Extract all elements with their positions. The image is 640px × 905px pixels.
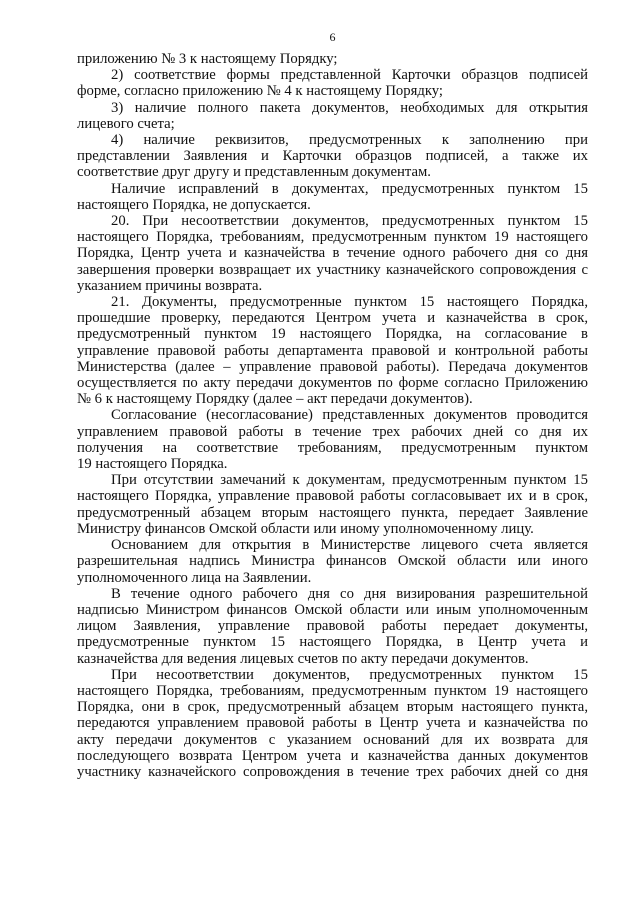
text-line: осуществляется по акту передачи документов по форме согласно Приложению bbox=[77, 375, 588, 392]
text-line: При несоответствии документов, предусмотренных пунктом 15 bbox=[111, 666, 588, 683]
page-number: 6 bbox=[329, 30, 336, 44]
text-line: настоящего Порядка, требованиям, предусмотренным пунктом 19 настоящего bbox=[77, 229, 588, 246]
text-line: прошедшие проверку, передаются Центром учета и казначейства в срок, bbox=[77, 310, 588, 327]
text-line: участнику казначейского сопровождения в течение трех рабочих дней со дня bbox=[77, 763, 588, 780]
text-line: настоящего Порядка, не допускается. bbox=[77, 196, 311, 213]
text-line: 2) соответствие формы представленной Карточки образцов подписей bbox=[111, 67, 588, 84]
text-line: Наличие исправлений в документах, предусмотренных пунктом 15 bbox=[111, 180, 588, 197]
text-line: передаются управлением правовой работы в Центр учета и казначейства по bbox=[77, 715, 588, 732]
text-line: 3) наличие полного пакета документов, необходимых для открытия bbox=[111, 99, 588, 116]
text-line: лицевого счета; bbox=[77, 115, 175, 132]
text-line: Порядка, они в срок, предусмотренный абзацем вторым настоящего пункта, bbox=[77, 699, 588, 716]
text-line: надписью Министром финансов Омской области или иным уполномоченным bbox=[77, 601, 588, 618]
text-line: настоящего Порядка, управление правовой работы согласовывает их и в срок, bbox=[77, 488, 588, 505]
text-line: разрешительная надпись Министра финансов Омской области или иного bbox=[77, 553, 588, 570]
text-line: Министерства (далее – управление правовой работы). Передача документов bbox=[77, 358, 588, 375]
text-line: При отсутствии замечаний к документам, предусмотренным пунктом 15 bbox=[111, 472, 588, 489]
text-line: 21. Документы, предусмотренные пунктом 15 настоящего Порядка, bbox=[111, 294, 588, 311]
text-line: управлением правовой работы в течение трех рабочих дней со дня их bbox=[77, 423, 588, 440]
text-line: соответствие друг другу и представленным документам. bbox=[77, 164, 431, 181]
text-line: 4) наличие реквизитов, предусмотренных к заполнению при bbox=[111, 132, 588, 149]
text-line: настоящего Порядка, требованиям, предусмотренным пунктом 19 настоящего bbox=[77, 682, 588, 699]
text-line: предусмотренные пунктом 15 настоящего Порядка, в Центр учета и bbox=[77, 634, 588, 651]
text-line: Министру финансов Омской области или иному уполномоченному лицу. bbox=[77, 520, 534, 537]
text-line: завершения проверки возвращает их участнику казначейского сопровождения с bbox=[77, 261, 588, 278]
text-line: лицом Заявления, управление правовой работы передает документы, bbox=[77, 618, 588, 635]
document-body bbox=[77, 51, 588, 780]
text-line: Согласование (несогласование) представленных документов проводится bbox=[111, 407, 588, 424]
text-line: предусмотренный пунктом 19 настоящего Порядка, на согласование в bbox=[77, 326, 588, 343]
text-line: представлении Заявления и Карточки образцов подписей, а также их bbox=[77, 148, 588, 165]
text-line: № 6 к настоящему Порядку (далее – акт передачи документов). bbox=[77, 391, 473, 408]
text-line: форме, согласно приложению № 4 к настоящему Порядку; bbox=[77, 83, 444, 100]
text-line: В течение одного рабочего дня со дня визирования разрешительной bbox=[111, 585, 588, 602]
text-line: казначейства для ведения лицевых счетов по акту передачи документов. bbox=[77, 650, 529, 667]
text-line: 20. При несоответствии документов, предусмотренных пунктом 15 bbox=[111, 213, 588, 230]
text-line: предусмотренный абзацем вторым настоящего пункта, передает Заявление bbox=[77, 504, 588, 521]
text-line: 19 настоящего Порядка. bbox=[77, 456, 228, 473]
text-line: получения на соответствие требованиям, предусмотренным пунктом bbox=[77, 439, 588, 456]
text-line: приложению № 3 к настоящему Порядку; bbox=[77, 51, 338, 67]
text-line: Основанием для открытия в Министерстве лицевого счета является bbox=[111, 537, 588, 554]
text-line: указанием причины возврата. bbox=[77, 277, 263, 294]
text-line: управление правовой работы департамента правовой и контрольной работы bbox=[77, 342, 588, 359]
text-line: Порядка, Центр учета и казначейства в течение одного рабочего дня со дня bbox=[77, 245, 588, 262]
text-line: акту передачи документов с указанием оснований для их возврата для bbox=[77, 731, 588, 748]
text-line: последующего возврата Центром учета и казначейства данных документов bbox=[77, 747, 588, 764]
text-line: уполномоченного лица на Заявлении. bbox=[77, 569, 312, 586]
